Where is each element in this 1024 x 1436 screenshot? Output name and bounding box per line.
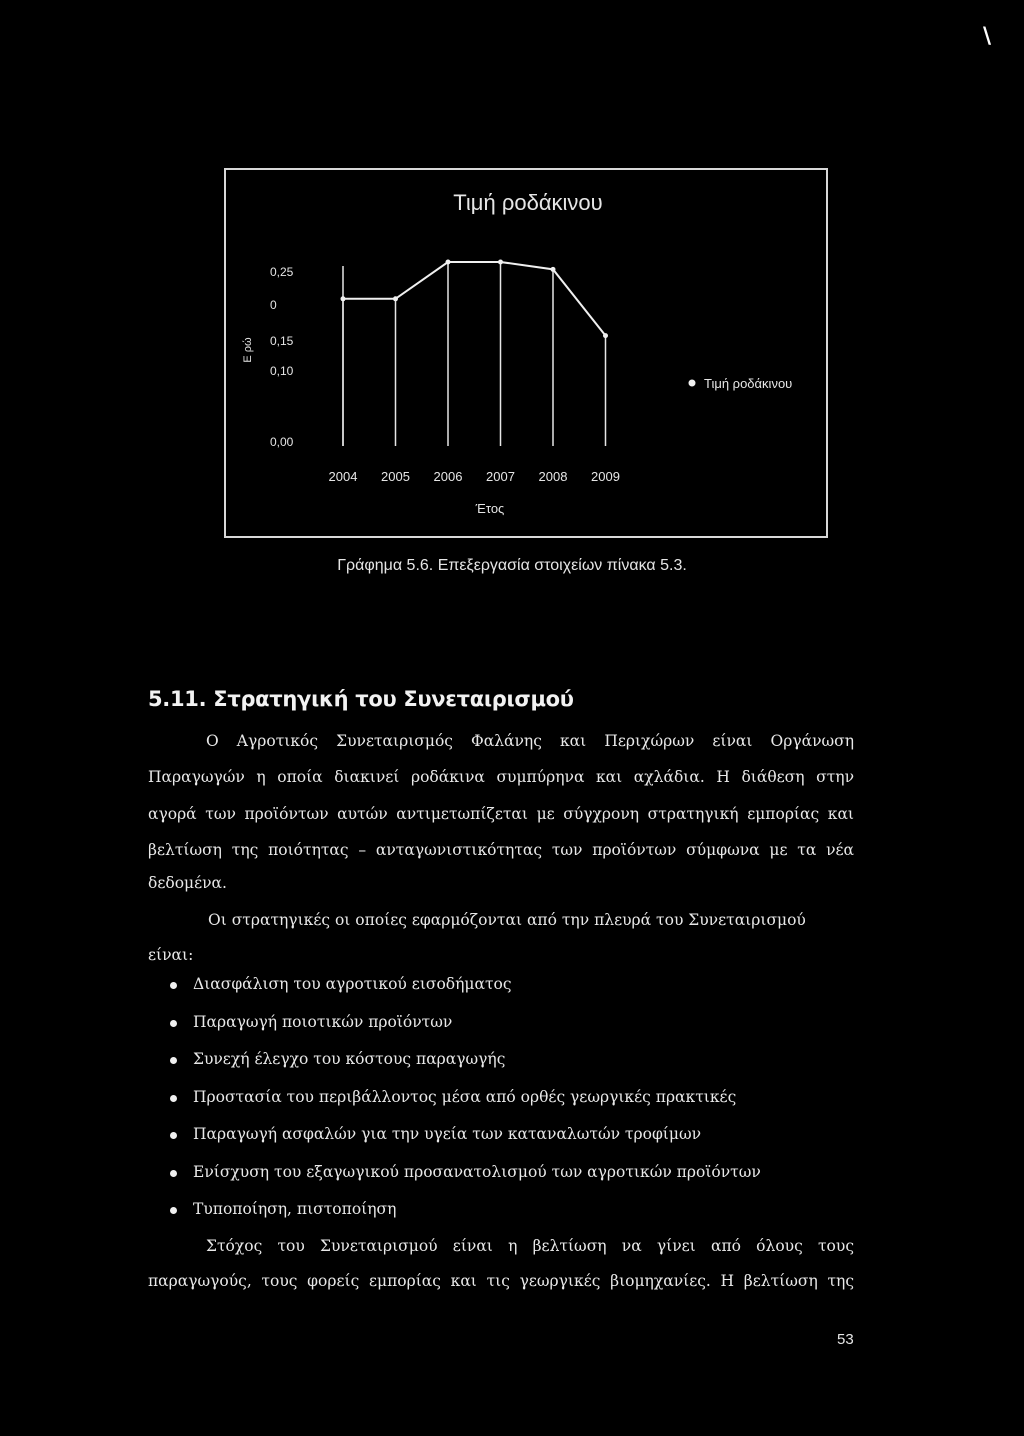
x-tick-label: 2009 bbox=[591, 469, 620, 484]
bullet-icon bbox=[170, 1095, 177, 1102]
price-chart bbox=[226, 170, 830, 540]
list-item-text: Τυποποίηση, πιστοποίηση bbox=[193, 1200, 397, 1218]
data-point bbox=[603, 333, 608, 338]
y-axis-label: Ε ρώ bbox=[242, 337, 254, 363]
chart-caption: Γράφημα 5.6. Επεξεργασία στοιχείων πίνακα 5.3. bbox=[337, 557, 687, 574]
paragraph-line: Παραγωγών η οποία διακινεί ροδάκινα συμπύρηνα και αχλάδια. Η διάθεση στην bbox=[148, 768, 854, 786]
list-item-text: Συνεχή έλεγχο του κόστους παραγωγής bbox=[193, 1050, 506, 1068]
list-item bbox=[170, 1013, 761, 1051]
x-tick-label: 2008 bbox=[538, 469, 568, 484]
bullet-icon bbox=[170, 1170, 177, 1177]
page-number: 53 bbox=[837, 1331, 854, 1348]
strategies-list bbox=[170, 975, 761, 1238]
list-item-text: Διασφάλιση του αγροτικού εισοδήματος bbox=[193, 975, 512, 993]
list-item-text: Ενίσχυση του εξαγωγικού προσανατολισμού των αγροτικών προϊόντων bbox=[193, 1162, 761, 1181]
strategies-intro: Οι στρατηγικές οι οποίες εφαρμόζονται από την πλευρά του Συνεταιρισμού bbox=[208, 911, 806, 929]
list-item bbox=[170, 975, 761, 1013]
y-tick-label: 0,15 bbox=[270, 334, 294, 348]
list-item bbox=[170, 1088, 761, 1126]
list-item bbox=[170, 1163, 761, 1201]
list-item-text: Παραγωγή ασφαλών για την υγεία των καταναλωτών τροφίμων bbox=[193, 1125, 702, 1143]
bullet-icon bbox=[170, 1057, 177, 1064]
list-item bbox=[170, 1050, 761, 1088]
list-item bbox=[170, 1125, 761, 1163]
series-line bbox=[343, 262, 606, 336]
bullet-icon bbox=[170, 1207, 177, 1214]
strategies-intro-end: είναι: bbox=[148, 946, 194, 964]
legend-label: Τιμή ροδάκινου bbox=[704, 376, 793, 391]
y-tick-label: 0,25 bbox=[270, 265, 294, 279]
data-point bbox=[498, 260, 503, 265]
x-axis-label: Έτος bbox=[475, 501, 505, 516]
chart-title: Τιμή ροδάκινου bbox=[453, 190, 603, 215]
paragraph-line: Ο Αγροτικός Συνεταιρισμός Φαλάνης και Περιχώρων είναι Οργάνωση bbox=[206, 732, 854, 750]
chart-frame bbox=[224, 168, 828, 538]
paragraph-line: δεδομένα. bbox=[148, 874, 227, 892]
x-tick-label: 2004 bbox=[328, 469, 358, 484]
data-point bbox=[341, 296, 346, 301]
paragraph-line: βελτίωση της ποιότητας – ανταγωνιστικότητας των προϊόντων σύμφωνα με τα νέα bbox=[148, 841, 854, 859]
closing-line: παραγωγούς, τους φορείς εμπορίας και τις γεωργικές βιομηχανίες. Η βελτίωση της bbox=[148, 1272, 854, 1290]
y-tick-label: 0,10 bbox=[270, 364, 294, 378]
list-item-text: Προστασία του περιβάλλοντος μέσα από ορθές γεωργικές πρακτικές bbox=[193, 1087, 737, 1106]
bullet-icon bbox=[170, 1020, 177, 1027]
list-item bbox=[170, 1200, 761, 1238]
data-point bbox=[446, 260, 451, 265]
y-tick-label: 0 bbox=[270, 298, 277, 312]
bullet-icon bbox=[170, 1132, 177, 1139]
y-tick-label: 0,00 bbox=[270, 435, 294, 449]
list-item-text: Παραγωγή ποιοτικών προϊόντων bbox=[193, 1012, 453, 1031]
bullet-icon bbox=[170, 982, 177, 989]
data-point bbox=[393, 296, 398, 301]
section-heading: 5.11. Στρατηγική του Συνεταιρισμού bbox=[148, 687, 574, 711]
x-tick-label: 2007 bbox=[486, 469, 515, 484]
x-tick-label: 2006 bbox=[433, 469, 463, 484]
x-tick-label: 2005 bbox=[381, 469, 410, 484]
closing-line: Στόχος του Συνεταιρισμού είναι η βελτίωση να γίνει από όλους τους bbox=[206, 1237, 854, 1255]
corner-mark: \ bbox=[983, 24, 992, 49]
paragraph-line: αγορά των προϊόντων αυτών αντιμετωπίζεται με σύγχρονη στρατηγική εμπορίας και bbox=[148, 805, 854, 823]
data-point bbox=[551, 267, 556, 272]
legend-marker bbox=[689, 380, 696, 387]
